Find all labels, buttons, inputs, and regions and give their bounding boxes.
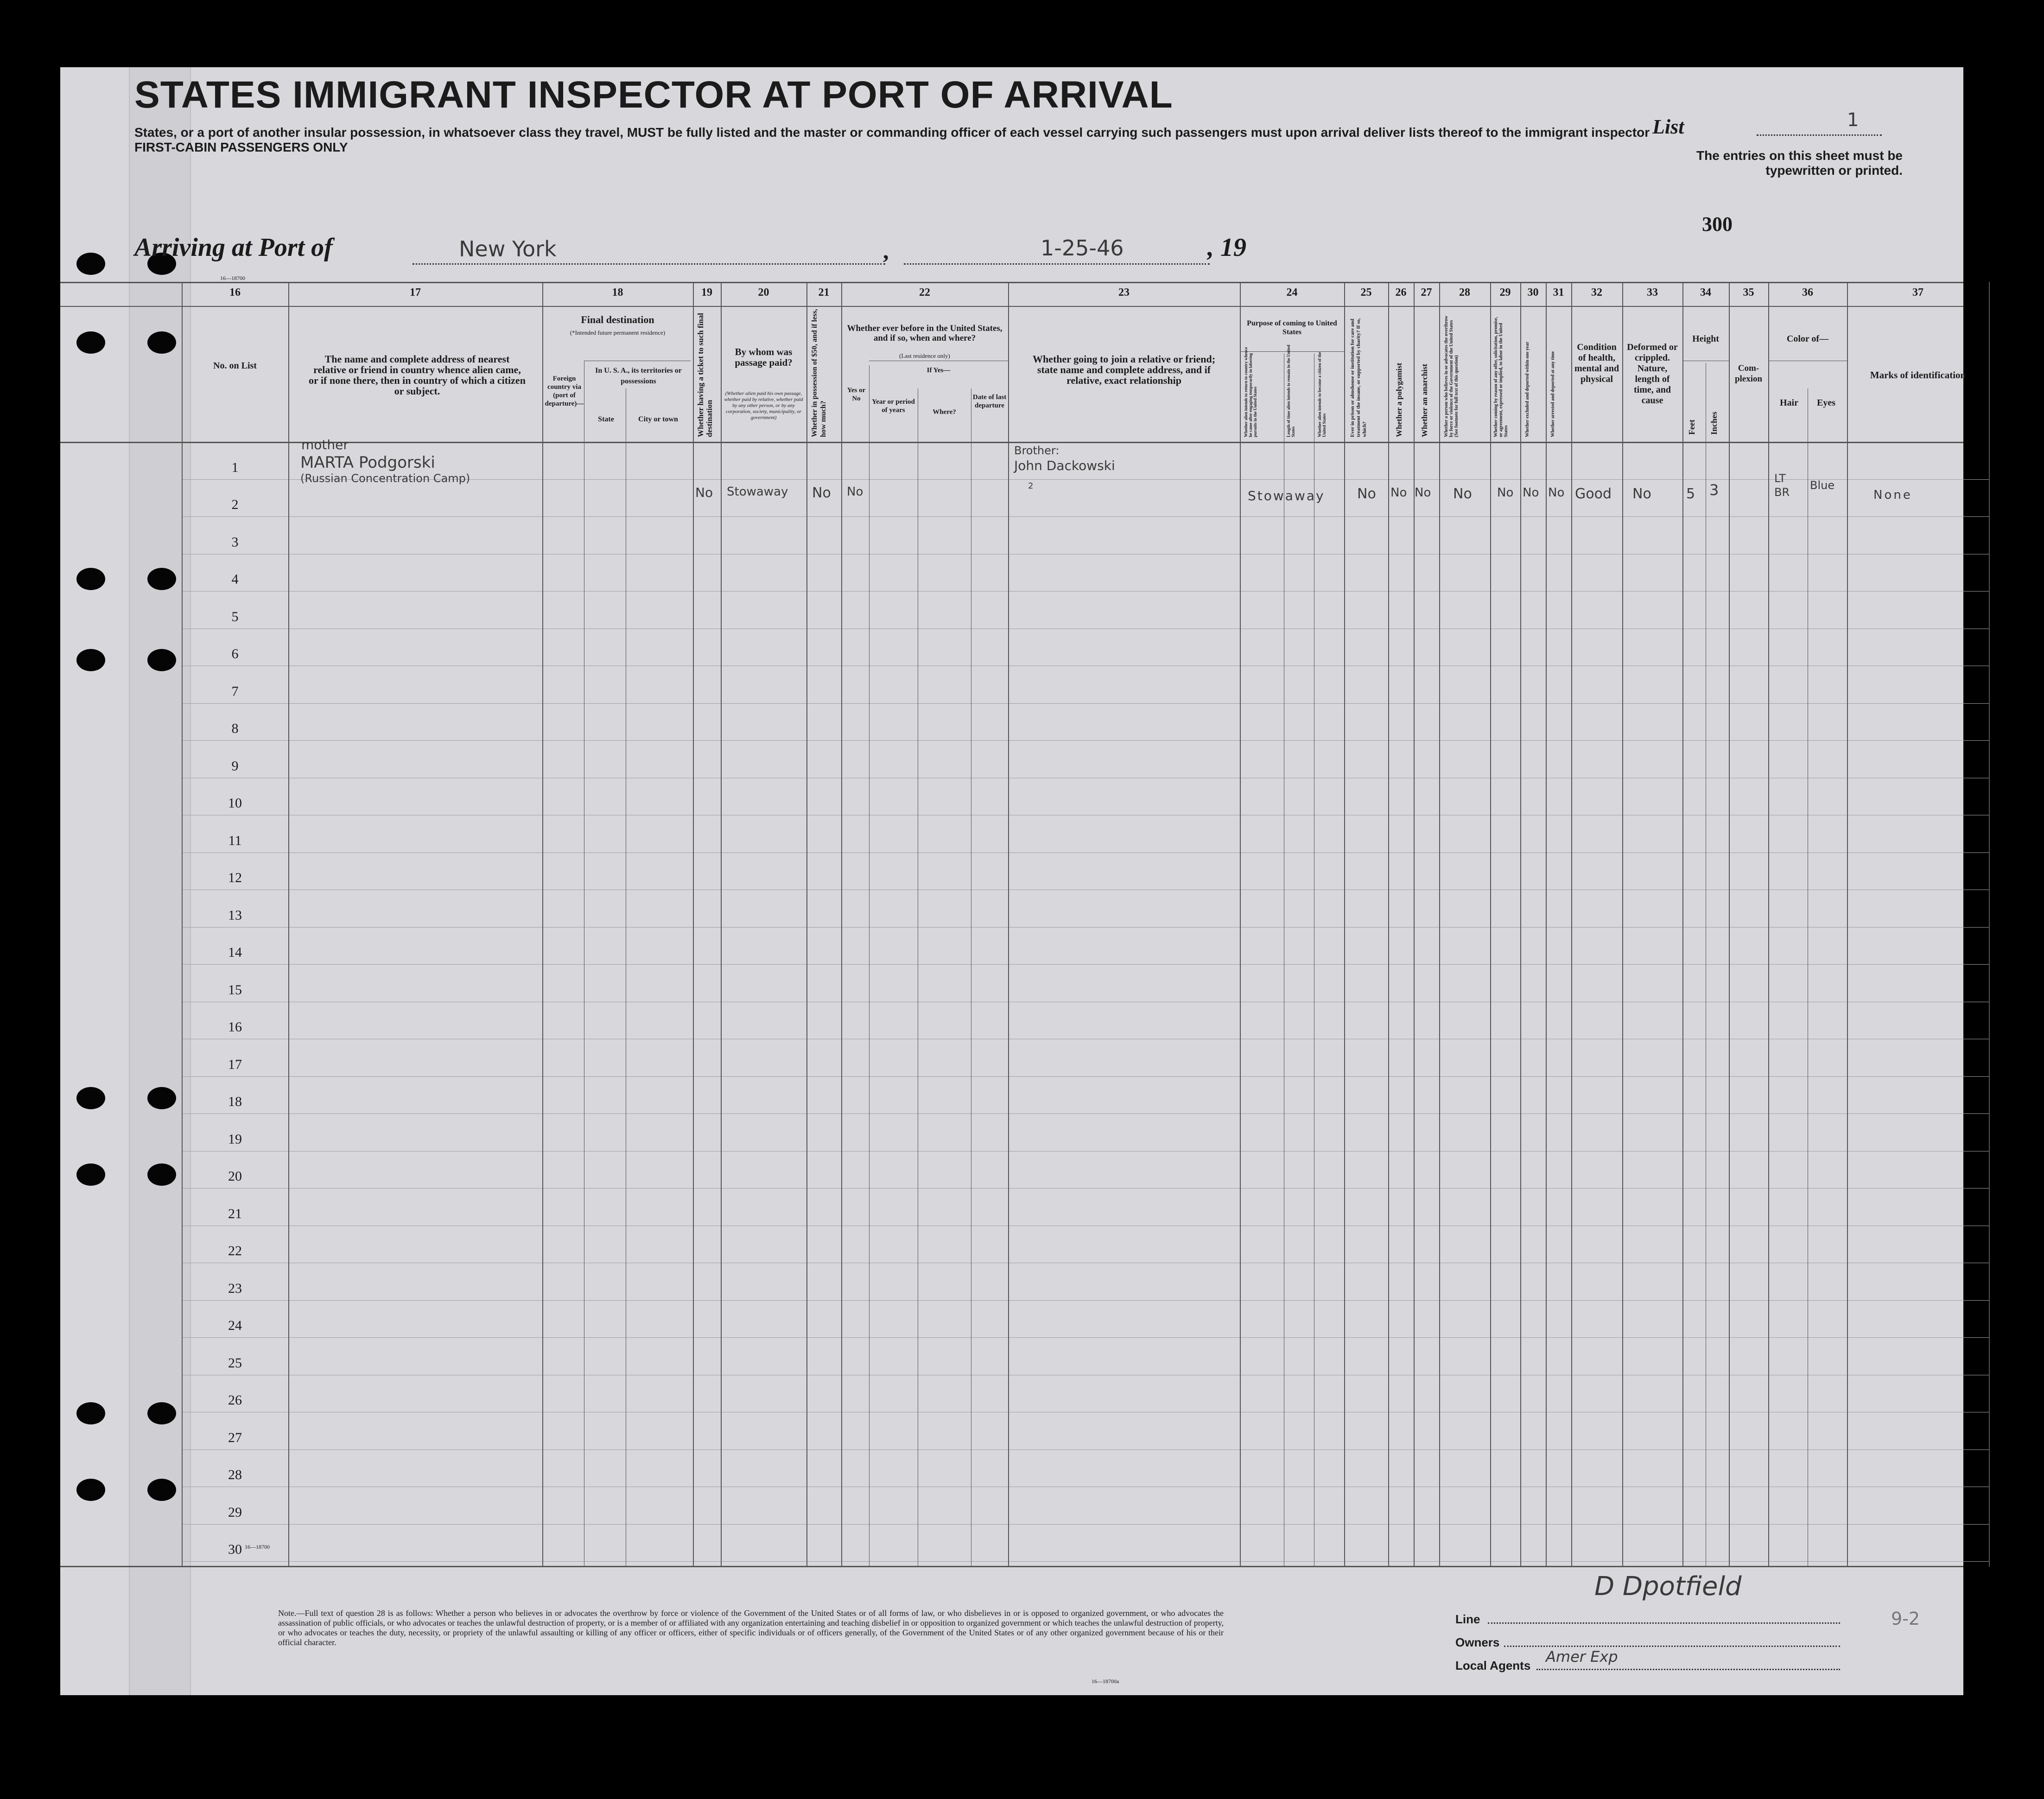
column-rule bbox=[1682, 282, 1683, 1567]
entry-excluded: No bbox=[1523, 486, 1539, 500]
entry-relative-address: (Russian Concentration Camp) bbox=[300, 472, 470, 485]
col-25-header: Ever in prison or almshouse or institution for care and treatment of the insane, or supported by charity? If so, which? bbox=[1350, 318, 1367, 437]
row-number: 27 bbox=[228, 1430, 242, 1445]
column-rule bbox=[1546, 282, 1547, 1567]
col-22-subheader: (Last residence only) bbox=[899, 352, 950, 359]
row-number: 20 bbox=[228, 1169, 242, 1184]
column-rule bbox=[841, 282, 842, 1567]
row-number: 17 bbox=[228, 1056, 242, 1072]
col-24c-header: Whether alien intends to become a citizen of the United States bbox=[1317, 352, 1327, 437]
col-22-date: Date of last departure bbox=[972, 394, 1007, 409]
signature: D Dpotfield bbox=[1594, 1571, 1742, 1602]
row-number: 19 bbox=[228, 1131, 242, 1147]
row-number: 24 bbox=[228, 1318, 242, 1333]
subtitle-instructions: States, or a port of another insular possession, in whatsoever class they travel, MUST be fully listed and the master or commanding officer of each vessel carrying such passengers must upon arrival deliver lists thereof to the immigrant inspector bbox=[134, 125, 1650, 140]
owners-label: Owners bbox=[1455, 1635, 1500, 1649]
column-rule bbox=[721, 282, 722, 1567]
entry-polygamist: No bbox=[1390, 486, 1407, 500]
entry-hair-line2: BR bbox=[1774, 486, 1790, 499]
column-rule bbox=[542, 282, 543, 1567]
arriving-line bbox=[134, 233, 333, 262]
col-33-number: 33 bbox=[1647, 286, 1658, 299]
column-rule bbox=[1847, 282, 1848, 1567]
row-number: 18 bbox=[228, 1094, 242, 1109]
col-16-header: No. on List bbox=[213, 361, 257, 371]
typewritten-note: The entries on this sheet must be typewritten or printed. bbox=[1696, 148, 1903, 178]
col-26-header: Whether a polygamist bbox=[1395, 362, 1403, 437]
row-number: 5 bbox=[231, 609, 239, 624]
row-number: 6 bbox=[231, 646, 239, 661]
year-prefix: , 19 bbox=[1207, 233, 1246, 262]
table-top-rule bbox=[60, 282, 1963, 283]
col-27-number: 27 bbox=[1421, 286, 1432, 299]
row-number: 22 bbox=[228, 1243, 242, 1259]
col-19-number: 19 bbox=[701, 286, 712, 299]
col-22-period: Year or period of years bbox=[872, 398, 915, 414]
line-field bbox=[1488, 1622, 1840, 1624]
col-23-number: 23 bbox=[1118, 286, 1130, 299]
row-rule bbox=[182, 516, 1989, 517]
manifest-table bbox=[60, 282, 1966, 1567]
row-number: 10 bbox=[228, 795, 242, 811]
entry-joining-relation: Brother: bbox=[1014, 444, 1060, 457]
col-25-number: 25 bbox=[1360, 286, 1372, 299]
column-rule bbox=[1622, 282, 1623, 1567]
entry-health: Good bbox=[1575, 486, 1612, 502]
col-18-header: Final destination bbox=[581, 314, 654, 325]
col-20-header: By whom was passage paid? bbox=[735, 346, 793, 368]
col-28-number: 28 bbox=[1459, 286, 1470, 299]
entry-relative-name: MARTA Podgorski bbox=[300, 453, 435, 472]
date-line bbox=[904, 263, 1210, 265]
col-18-usa: In U. S. A., its territories or possessions bbox=[595, 367, 682, 385]
entry-joining-mark: 2 bbox=[1028, 481, 1034, 491]
line-label: Line bbox=[1455, 1612, 1480, 1626]
col-37-header: Marks of identification bbox=[1870, 369, 1966, 381]
column-rule bbox=[806, 282, 807, 1567]
row-rule bbox=[182, 964, 1989, 965]
col-34-number: 34 bbox=[1700, 286, 1711, 299]
column-rule bbox=[1729, 282, 1730, 1567]
row-number: 12 bbox=[228, 870, 242, 885]
entry-marks: None bbox=[1873, 488, 1912, 502]
entry-eyes: Blue bbox=[1810, 479, 1835, 492]
note-form-number: 16—18700a bbox=[1092, 1678, 1119, 1685]
row-number: 16 bbox=[228, 1019, 242, 1035]
list-label-text: List bbox=[1652, 115, 1684, 138]
row-rule bbox=[182, 1188, 1989, 1189]
column-rule bbox=[1240, 282, 1241, 1567]
colnum-rule bbox=[60, 306, 1963, 307]
row-number: 8 bbox=[231, 721, 239, 736]
row-number: 29 bbox=[228, 1504, 242, 1520]
entry-feet: 5 bbox=[1686, 486, 1695, 502]
row-rule bbox=[182, 1524, 1989, 1525]
local-agents-label: Local Agents bbox=[1455, 1659, 1531, 1672]
col-18-city: City or town bbox=[638, 415, 678, 423]
col-22-where: Where? bbox=[933, 408, 956, 416]
row-number: 23 bbox=[228, 1280, 242, 1296]
entry-offer: No bbox=[1497, 486, 1514, 500]
date-value: 1-25-46 bbox=[1041, 235, 1124, 261]
column-rule bbox=[1388, 282, 1389, 1567]
entry-has-50: No bbox=[812, 485, 831, 501]
row-number: 30 bbox=[228, 1542, 242, 1557]
sheet-number: 300 bbox=[1702, 213, 1733, 235]
subcolumn-rule bbox=[869, 365, 870, 1567]
column-rule bbox=[1989, 282, 1990, 1567]
punch-hole bbox=[76, 253, 105, 275]
local-agents-field bbox=[1536, 1669, 1840, 1670]
port-value: New York bbox=[459, 236, 557, 261]
row-number: 7 bbox=[231, 683, 239, 699]
margin-note: 9-2 bbox=[1891, 1608, 1920, 1629]
arriving-label: Arriving at Port of bbox=[134, 233, 333, 262]
col-28-header: Whether a person who believes in or advocates the overthrow by force or violence of the Government of the United States (See footnote for full text of this question) bbox=[1444, 316, 1459, 437]
owners-field bbox=[1504, 1646, 1840, 1647]
col-36-number: 36 bbox=[1802, 286, 1813, 299]
list-label bbox=[1652, 115, 1684, 139]
col-29-number: 29 bbox=[1499, 286, 1511, 299]
row-number: 1 bbox=[231, 459, 239, 475]
row-number: 13 bbox=[228, 907, 242, 923]
column-rule bbox=[693, 282, 694, 1567]
col-18-foreign: Foreign country via (port of departure)— bbox=[545, 375, 584, 407]
col-37-number: 37 bbox=[1912, 286, 1923, 299]
row-rule bbox=[182, 740, 1989, 741]
col-21-header: Whether in possession of $50, and if less, how much? bbox=[811, 309, 827, 437]
col-20-subheader: (Whether alien paid his own passage, whether paid by relative, whether paid by any other person, or by any corporation, society, municipality, or government) bbox=[724, 391, 803, 420]
entry-overthrow: No bbox=[1453, 486, 1472, 502]
row-number: 3 bbox=[231, 534, 239, 550]
form-number-top: 16—18700 bbox=[220, 275, 245, 281]
col-30-number: 30 bbox=[1527, 286, 1539, 299]
col-31-number: 31 bbox=[1553, 286, 1564, 299]
col-22-number: 22 bbox=[919, 286, 930, 299]
col-24-header: Purpose of coming to United States bbox=[1247, 319, 1337, 336]
col-18-subheader: (*Intended future permanent residence) bbox=[570, 329, 666, 336]
entry-ticket: No bbox=[695, 485, 713, 500]
col-17-number: 17 bbox=[410, 286, 421, 299]
column-rule bbox=[1439, 282, 1440, 1567]
column-rule bbox=[1520, 282, 1521, 1567]
entry-inches: 3 bbox=[1709, 481, 1719, 499]
col-36-header: Color of— bbox=[1786, 334, 1829, 344]
col-30-header: Whether excluded and deported within one year bbox=[1525, 342, 1530, 437]
col-34-inches: Inches bbox=[1709, 411, 1719, 435]
col-22-header: Whether ever before in the United States, and if so, when and where? bbox=[847, 324, 1003, 343]
col-27-header: Whether an anarchist bbox=[1420, 363, 1429, 437]
local-agents-value: Amer Exp bbox=[1546, 1648, 1618, 1666]
list-line bbox=[1757, 134, 1882, 136]
entry-arrested: No bbox=[1548, 486, 1565, 500]
col-33-header: Deformed or crippled. Nature, length of time, and cause bbox=[1627, 342, 1678, 406]
column-rule bbox=[1344, 282, 1345, 1567]
col-19-header: Whether having a ticket to such final destination bbox=[696, 313, 714, 437]
column-rule bbox=[1571, 282, 1572, 1567]
col-35-number: 35 bbox=[1743, 286, 1754, 299]
comma: , bbox=[883, 238, 889, 264]
entry-passage-paid: Stowaway bbox=[727, 485, 788, 499]
row-rule bbox=[182, 1076, 1989, 1077]
col-24b-header: Length of time alien intends to remain in the United States bbox=[1286, 344, 1295, 437]
col-26-number: 26 bbox=[1395, 286, 1407, 299]
row-number: 4 bbox=[231, 572, 239, 587]
list-number: 1 bbox=[1847, 109, 1859, 131]
col-16-number: 16 bbox=[229, 286, 241, 299]
entry-joining-name: John Dackowski bbox=[1014, 458, 1115, 473]
column-rule bbox=[1414, 282, 1415, 1567]
col-34-feet: Feet bbox=[1687, 420, 1696, 435]
entry-deformed: No bbox=[1632, 486, 1651, 502]
row-rule bbox=[182, 927, 1989, 928]
col-22-yesno: Yes or No bbox=[847, 387, 866, 402]
row-rule bbox=[182, 1300, 1989, 1301]
table-bottom-rule bbox=[60, 1566, 1963, 1567]
row-number: 9 bbox=[231, 758, 239, 774]
port-line bbox=[413, 263, 885, 265]
row-number: 2 bbox=[231, 497, 239, 512]
row-number: 25 bbox=[228, 1355, 242, 1371]
col-21-number: 21 bbox=[818, 286, 830, 299]
column-rule bbox=[1768, 282, 1769, 1567]
row-number: 28 bbox=[228, 1467, 242, 1482]
col-23-header: Whether going to join a relative or friend; state name and complete address, and if relative, exact relationship bbox=[1032, 353, 1216, 386]
column-rule bbox=[1490, 282, 1491, 1567]
row-number: 21 bbox=[228, 1206, 242, 1221]
entry-relative-relation: mother bbox=[301, 437, 349, 452]
col-24-number: 24 bbox=[1286, 286, 1298, 299]
col-36-hair: Hair bbox=[1780, 398, 1798, 408]
entry-prison: No bbox=[1357, 486, 1376, 502]
col-22-ifyes: If Yes— bbox=[927, 367, 951, 374]
col-36-eyes: Eyes bbox=[1817, 398, 1835, 408]
form-number-bottom: 16—18700 bbox=[245, 1544, 270, 1550]
col-29-header: Whether coming by reason of any offer, solicitation, promise, or agreement, expressed or implied, to labor in the United States bbox=[1493, 317, 1509, 437]
entry-anarchist: No bbox=[1415, 486, 1431, 500]
column-rule bbox=[1008, 282, 1009, 1567]
col-35-header: Com-plexion bbox=[1734, 363, 1763, 384]
col-20-number: 20 bbox=[758, 286, 769, 299]
col-34-header: Height bbox=[1692, 334, 1719, 344]
row-rule bbox=[182, 1449, 1989, 1450]
page-title: STATES IMMIGRANT INSPECTOR AT PORT OF ARRIVAL bbox=[134, 74, 1173, 116]
col-18-state: State bbox=[598, 415, 614, 423]
col-32-number: 32 bbox=[1591, 286, 1602, 299]
row-number: 11 bbox=[228, 833, 242, 848]
entry-hair-line1: LT bbox=[1774, 472, 1786, 485]
col-24a-header: Whether alien intends to return to country whence he came after engaging temporarily in laboring pursuits in the United States bbox=[1244, 347, 1257, 437]
row-rule bbox=[182, 1113, 1989, 1114]
row-rule bbox=[182, 1561, 1989, 1562]
column-rule bbox=[288, 282, 289, 1567]
year-prefix-text: 19 bbox=[1220, 233, 1246, 262]
row-rule bbox=[182, 852, 1989, 853]
col-18-number: 18 bbox=[612, 286, 623, 299]
page-subtitle bbox=[134, 125, 1650, 155]
row-number: 14 bbox=[228, 945, 242, 960]
row-rule bbox=[182, 1337, 1989, 1338]
row-number: 15 bbox=[228, 982, 242, 998]
entry-before-in-us: No bbox=[847, 485, 863, 499]
footnote-q28: Note.—Full text of question 28 is as follows: Whether a person who believes in or advocates the overthrow by force or violence of the Government of the United States or of all forms of law, or who disbelieves in or is opposed to organized government, or who advocates the assassination of public officials, or who advocates or teaches the unlawful destruction of property, or is a member of or affiliated with any organization entertaining and teaching disbelief in or opposition to organized government or which teaches the unlawful destruction of property, or who advocates or teaches the duty, necessity, or propriety of the unlawful assaulting or killing of any officer or officers, either of specific individuals or of officers generally, of the Government of the United States or of any other organized government because of his or their official character. bbox=[278, 1608, 1224, 1647]
col-17-header: The name and complete address of nearest relative or friend in country whence alien came, or if none there, then in country of which a citizen or subject. bbox=[309, 353, 526, 397]
col-32-header: Condition of health, mental and physical bbox=[1574, 342, 1619, 384]
row-rule bbox=[182, 703, 1989, 704]
entry-purpose: Stowaway bbox=[1248, 488, 1325, 503]
row-number: 26 bbox=[228, 1392, 242, 1408]
subtitle-class: FIRST-CABIN PASSENGERS ONLY bbox=[134, 140, 348, 154]
col-31-header: Whether arrested and deported at any time bbox=[1550, 351, 1555, 437]
